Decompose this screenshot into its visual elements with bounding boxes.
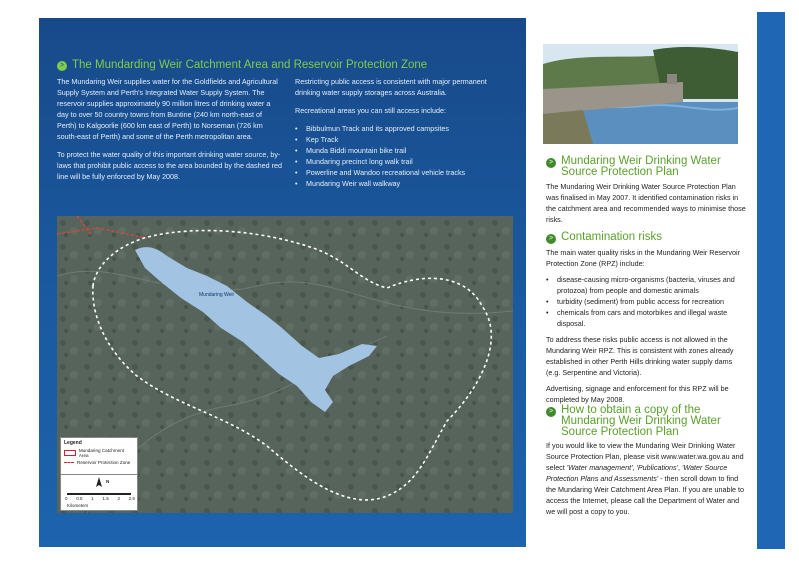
legend-title: Legend [64, 440, 82, 446]
legend-row [64, 448, 134, 458]
scale-tick: 0.5 [76, 496, 83, 501]
link-source-plans: 'Water Source Protection Plans and Assessments' [546, 463, 728, 483]
scale-bar-icon [67, 493, 131, 495]
north-arrow-icon [93, 477, 105, 491]
risks-heading [546, 232, 751, 244]
plan-paragraph: The Mundaring Weir Drinking Water Source Protection Plan was finalised in May 2007. It identified contamination risks in the catchment area and recommended ways to minimise those risks. [546, 182, 746, 224]
risks-paragraph-2: To address these risks public access is not allowed in the Mundaring Weir RPZ. This is consistent with zones already established in other Perth Hills drinking water supply dams (e.g. Serpentine and Victoria). [546, 335, 734, 377]
copy-text-part: , [632, 463, 637, 472]
link-water-management: 'Water management' [566, 463, 633, 472]
recreation-list [295, 123, 510, 189]
restriction-paragraph: Restricting public access is consistent with major permanent drinking water supply storages across Australia. [295, 77, 487, 97]
bylaws-paragraph: To protect the water quality of this important drinking water source, by-laws that prohibit public access to the area bounded by the dashed red line will be fully enforced by May 2008. [57, 150, 282, 181]
chevron-right-icon: > [546, 158, 556, 168]
catchment-swatch-icon [64, 450, 76, 456]
weir-photo [543, 44, 738, 144]
dashed-line-icon [64, 462, 74, 463]
copy-heading-text: How to obtain a copy of the Mundaring Weir Drinking Water Source Protection Plan [561, 404, 721, 438]
catchment-heading-text: The Mundarding Weir Catchment Area and Reservoir Protection Zone [72, 59, 428, 71]
risks-intro: The main water quality risks in the Mundaring Weir Reservoir Protection Zone (RPZ) include: [546, 248, 741, 268]
list-item: • disease-causing micro-organisms (bacteria, viruses and protozoa) from people and domestic animals [546, 274, 746, 296]
reservoir-label: Mundaring Weir [199, 292, 235, 298]
left-column-1 [57, 76, 282, 189]
copy-text-part: If you would like to view the Mundaring Weir Drinking Water Source Protection Plan, please visit www.water.wa.gov.au and select [546, 441, 744, 472]
blue-edge-strip [757, 12, 785, 549]
copy-text-part: , [678, 463, 683, 472]
recreation-lead: Recreational areas you can still access include: [295, 106, 447, 115]
list-item: • Bibbulmun Track and its approved campsites [295, 123, 510, 134]
plan-heading [546, 156, 751, 178]
link-publications: 'Publications' [636, 463, 679, 472]
risks-text [546, 247, 746, 410]
list-item: • turbidity (sediment) from public access for recreation [546, 296, 746, 307]
scale-unit: Kilometers [67, 503, 89, 508]
legend-row [64, 460, 134, 465]
scale-tick: 1 [91, 496, 94, 501]
plan-heading-text: Mundaring Weir Drinking Water Source Protection Plan [561, 155, 721, 178]
scale-ticks [65, 496, 135, 501]
scale-tick: 0 [65, 496, 68, 501]
risks-paragraph-3: Advertising, signage and enforcement for this RPZ will be completed by May 2008. [546, 384, 729, 404]
legend-label: Reservoir Protection Zone [77, 460, 131, 465]
list-item: • chemicals from cars and motorbikes and illegal waste disposal. [546, 307, 746, 329]
map-scale [60, 474, 138, 511]
copy-text [546, 440, 746, 522]
scale-tick: 2 [117, 496, 120, 501]
risks-heading-text: Contamination risks [561, 231, 662, 243]
map-legend [60, 437, 138, 475]
scale-tick: 2.5 [128, 496, 135, 501]
catchment-heading [57, 59, 427, 71]
risks-list [546, 274, 746, 329]
supply-paragraph: The Mundaring Weir supplies water for the Goldfields and Agricultural Supply System and Perth's Integrated Water Supply System. The reservoir supplies approximately 90 million litres of drinking water a day to over 50 country towns from Buntine (240 km north-east of Perth) to Kalgoorlie (600 km east of Perth) to Norseman (726 km south-east of Perth) and some of the Perth metropolitan area. [57, 77, 278, 141]
list-item: • Munda Biddi mountain bike trail [295, 145, 510, 156]
chevron-right-icon: > [546, 407, 556, 417]
north-label: N [106, 479, 110, 484]
list-item: • Powerline and Wandoo recreational vehicle tracks [295, 167, 510, 178]
chevron-right-icon: > [546, 234, 556, 244]
copy-paragraph [546, 440, 746, 517]
copy-heading [546, 405, 751, 438]
left-column-2 [295, 76, 510, 189]
legend-label: Mundaring Catchment Area [78, 448, 125, 458]
copy-text-part: - then scroll down to find the Mundaring Weir Catchment Area Plan. If you are unable to access the Internet, please call the Department of Water and we will post a copy to you. [546, 474, 745, 516]
scale-tick: 1.5 [102, 496, 109, 501]
list-item: • Kep Track [295, 134, 510, 145]
chevron-right-icon: > [57, 61, 67, 71]
list-item: • Mundaring precinct long walk trail [295, 156, 510, 167]
plan-text [546, 181, 746, 230]
list-item: • Mundaring Weir wall walkway [295, 178, 510, 189]
